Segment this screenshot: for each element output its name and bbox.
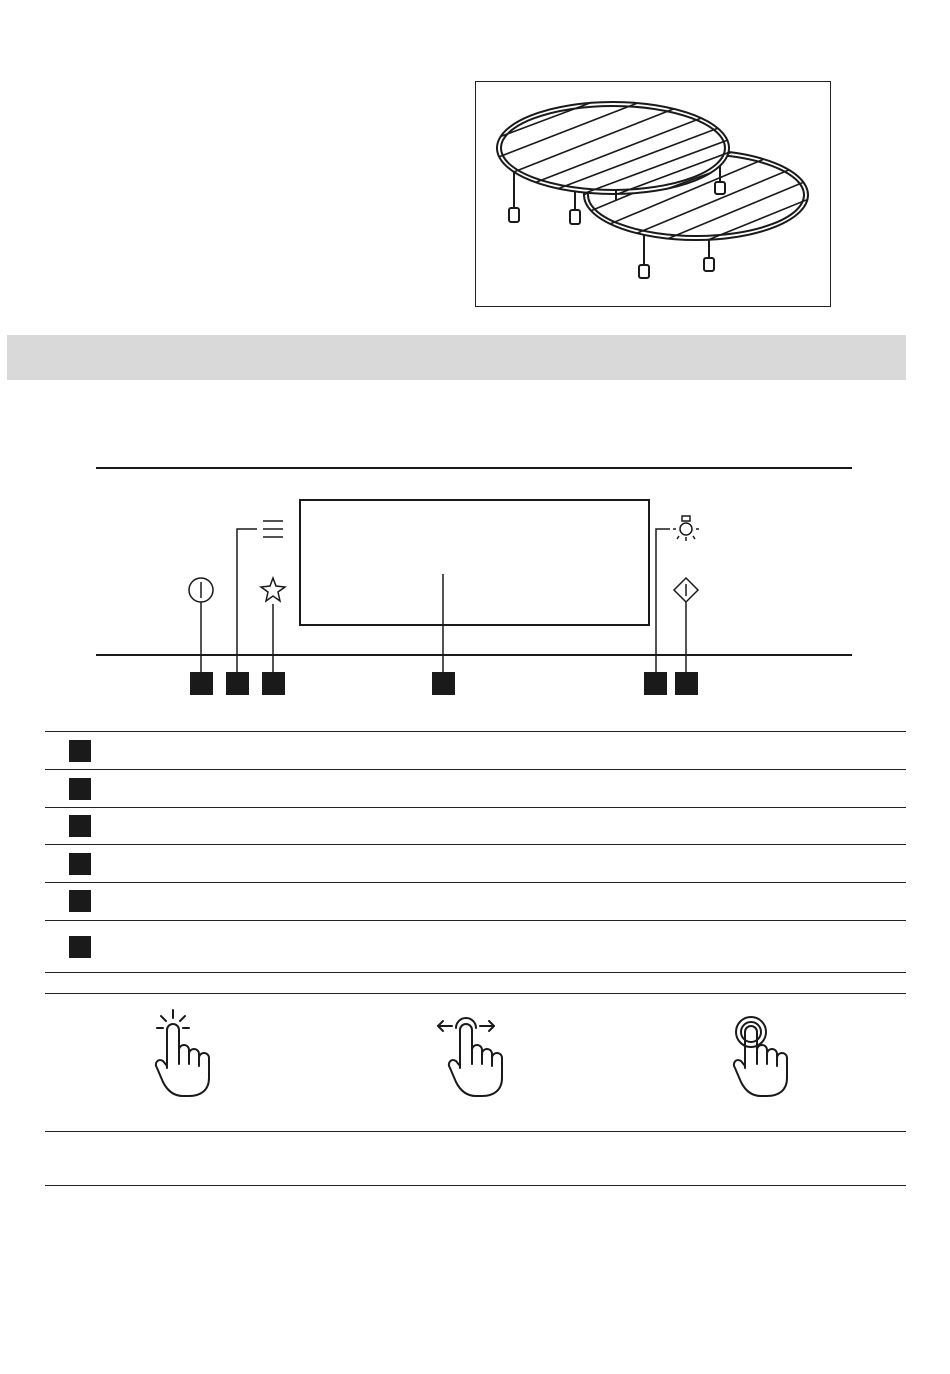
- legend-marker: [69, 740, 91, 762]
- table-divider: [45, 1131, 906, 1132]
- section-heading-bar: [7, 335, 906, 380]
- press-and-hold-gesture-icon: [715, 1008, 815, 1108]
- legend-marker: [69, 890, 91, 912]
- table-divider: [45, 993, 906, 994]
- control-panel-diagram: [0, 455, 950, 705]
- favourite-star-icon[interactable]: [261, 578, 285, 672]
- callout-marker: [432, 672, 455, 695]
- legend-row: [45, 920, 906, 973]
- callout-marker: [262, 672, 285, 695]
- rack-illustration: [475, 81, 831, 307]
- legend-row: [45, 844, 906, 882]
- tap-gesture-icon: [145, 1008, 245, 1108]
- legend-row: [45, 882, 906, 920]
- legend-row: [45, 731, 906, 769]
- legend-marker: [69, 853, 91, 875]
- callout-marker: [644, 672, 667, 695]
- table-divider: [45, 1185, 906, 1186]
- legend-marker: [69, 778, 91, 800]
- legend-row: [45, 769, 906, 807]
- legend-marker: [69, 815, 91, 837]
- callout-marker: [226, 672, 249, 695]
- wire-rack-icon: [476, 82, 830, 306]
- start-stop-icon[interactable]: [674, 578, 698, 672]
- callout-marker: [190, 672, 213, 695]
- swipe-gesture-icon: [430, 1008, 530, 1108]
- legend-row: [45, 807, 906, 844]
- power-on-off-icon[interactable]: [189, 578, 213, 672]
- legend-marker: [69, 936, 91, 958]
- callout-marker: [675, 672, 698, 695]
- menu-icon[interactable]: [237, 521, 283, 672]
